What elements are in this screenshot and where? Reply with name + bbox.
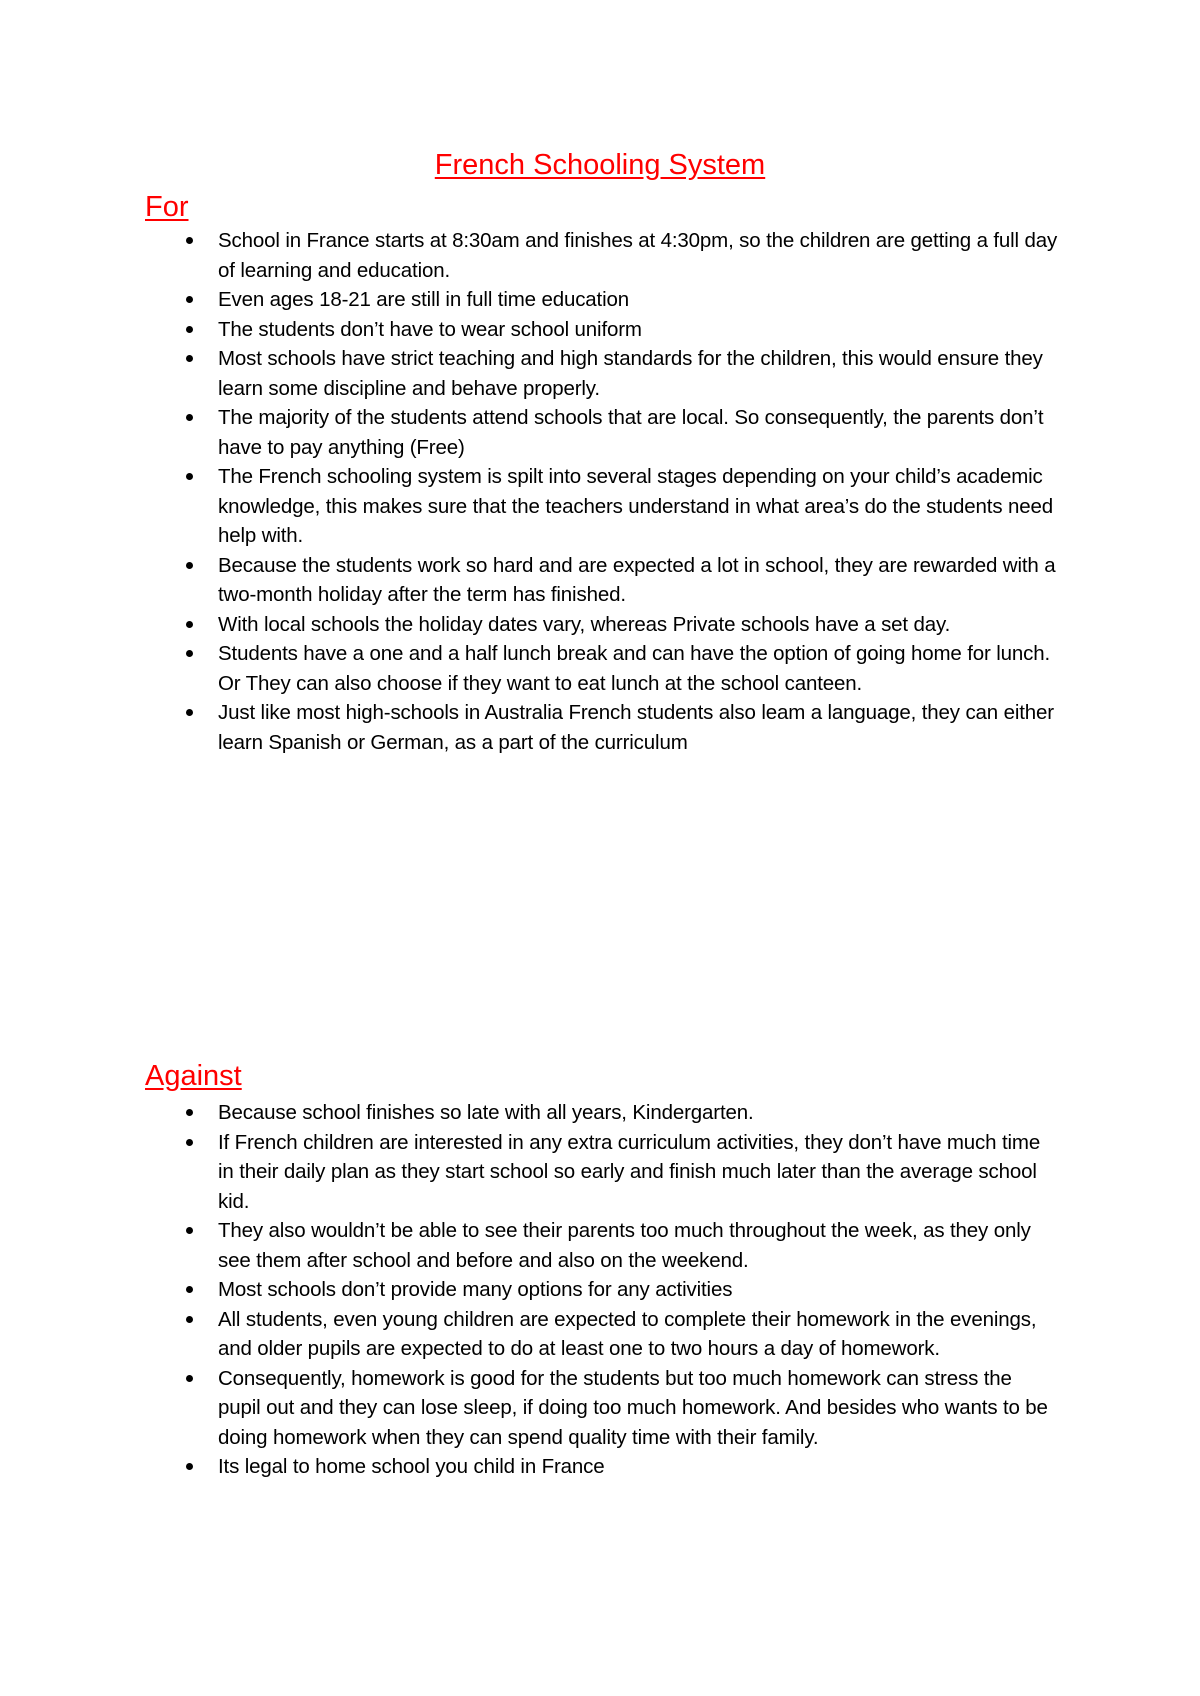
list-item [0, 1452, 1058, 1482]
bullet-icon [186, 1286, 193, 1293]
list-item-text: With local schools the holiday dates vary, whereas Private schools have a set day. [218, 612, 951, 636]
bullet-icon [186, 709, 193, 716]
bullet-icon [186, 355, 193, 362]
bullet-icon [186, 1227, 193, 1234]
bullet-icon [186, 1109, 193, 1116]
list-item-text: Even ages 18-21 are still in full time education [218, 288, 630, 311]
list-item-text: Just like most high-schools in Australia French students also leam a language, they can either learn Spanish or German, as a part of the curriculum [218, 701, 1054, 754]
list-item-text: Because school finishes so late with all years, Kindergarten. [218, 1101, 754, 1124]
section-heading-for: For [145, 191, 189, 223]
list-item [0, 1098, 1058, 1128]
document-title: French Schooling System [434, 149, 766, 181]
bullet-icon [186, 414, 193, 421]
bullet-icon [186, 1375, 193, 1382]
list-item [0, 403, 1058, 462]
bullet-icon [186, 650, 193, 657]
list-item-text: Most schools have strict teaching and high standards for the children, this would ensure they learn some discipline and behave properly. [218, 347, 1043, 400]
list-item [0, 551, 1058, 610]
list-item [0, 315, 1058, 345]
list-item [0, 639, 1058, 698]
list-item-text: The students don’t have to wear school uniform [218, 317, 642, 341]
list-item-text: Because the students work so hard and are expected a lot in school, they are rewarded with a two-month holiday after the term has finished. [218, 553, 1056, 606]
list-item [0, 610, 1058, 640]
against-list [0, 1098, 1200, 1482]
for-list [0, 226, 1200, 757]
list-item [0, 1305, 1058, 1364]
bullet-icon [186, 1316, 193, 1323]
list-item-text: School in France starts at 8:30am and finishes at 4:30pm, so the children are getting a full day of learning and education. [218, 229, 1058, 282]
bullet-icon [186, 326, 193, 333]
list-item [0, 462, 1058, 551]
list-item-text: The majority of the students attend schools that are local. So consequently, the parents don’t have to pay anything (Free) [218, 406, 1044, 459]
list-item-text: The French schooling system is spilt into several stages depending on your child’s academic knowledge, this makes sure that the teachers understand in what area’s do the students need help with. [218, 465, 1053, 547]
bullet-icon [186, 473, 193, 480]
list-item-text: Most schools don’t provide many options for any activities [218, 1278, 733, 1301]
list-item-text: Its legal to home school you child in France [218, 1455, 605, 1478]
bullet-icon [186, 296, 193, 303]
list-item-text: If French children are interested in any extra curriculum activities, they don’t have much time in their daily plan as they start school so early and finish much later than the average school kid. [218, 1130, 1041, 1213]
bullet-icon [186, 621, 193, 628]
bullet-icon [186, 562, 193, 569]
list-item-text: Students have a one and a half lunch break and can have the option of going home for lunch. Or They can also choose if they want to eat lunch at the school canteen. [218, 642, 1051, 695]
list-item [0, 1128, 1058, 1217]
bullet-icon [186, 237, 193, 244]
list-item-text: They also wouldn’t be able to see their parents too much throughout the week, as they only see them after school and before and also on the weekend. [218, 1219, 1031, 1272]
bullet-icon [186, 1139, 193, 1146]
list-item [0, 698, 1058, 757]
list-item-text: Consequently, homework is good for the students but too much homework can stress the pupil out and they can lose sleep, if doing too much homework. And besides who wants to be doing homework when they can spend quality time with their family. [218, 1366, 1048, 1449]
list-item [0, 1216, 1058, 1275]
list-item [0, 344, 1058, 403]
list-item [0, 226, 1058, 285]
list-item [0, 285, 1058, 315]
bullet-icon [186, 1463, 193, 1470]
section-heading-against: Against [145, 1060, 242, 1092]
list-item [0, 1275, 1058, 1305]
list-item [0, 1364, 1058, 1453]
list-item-text: All students, even young children are expected to complete their homework in the evenings, and older pupils are expected to do at least one to two hours a day of homework. [218, 1307, 1037, 1360]
